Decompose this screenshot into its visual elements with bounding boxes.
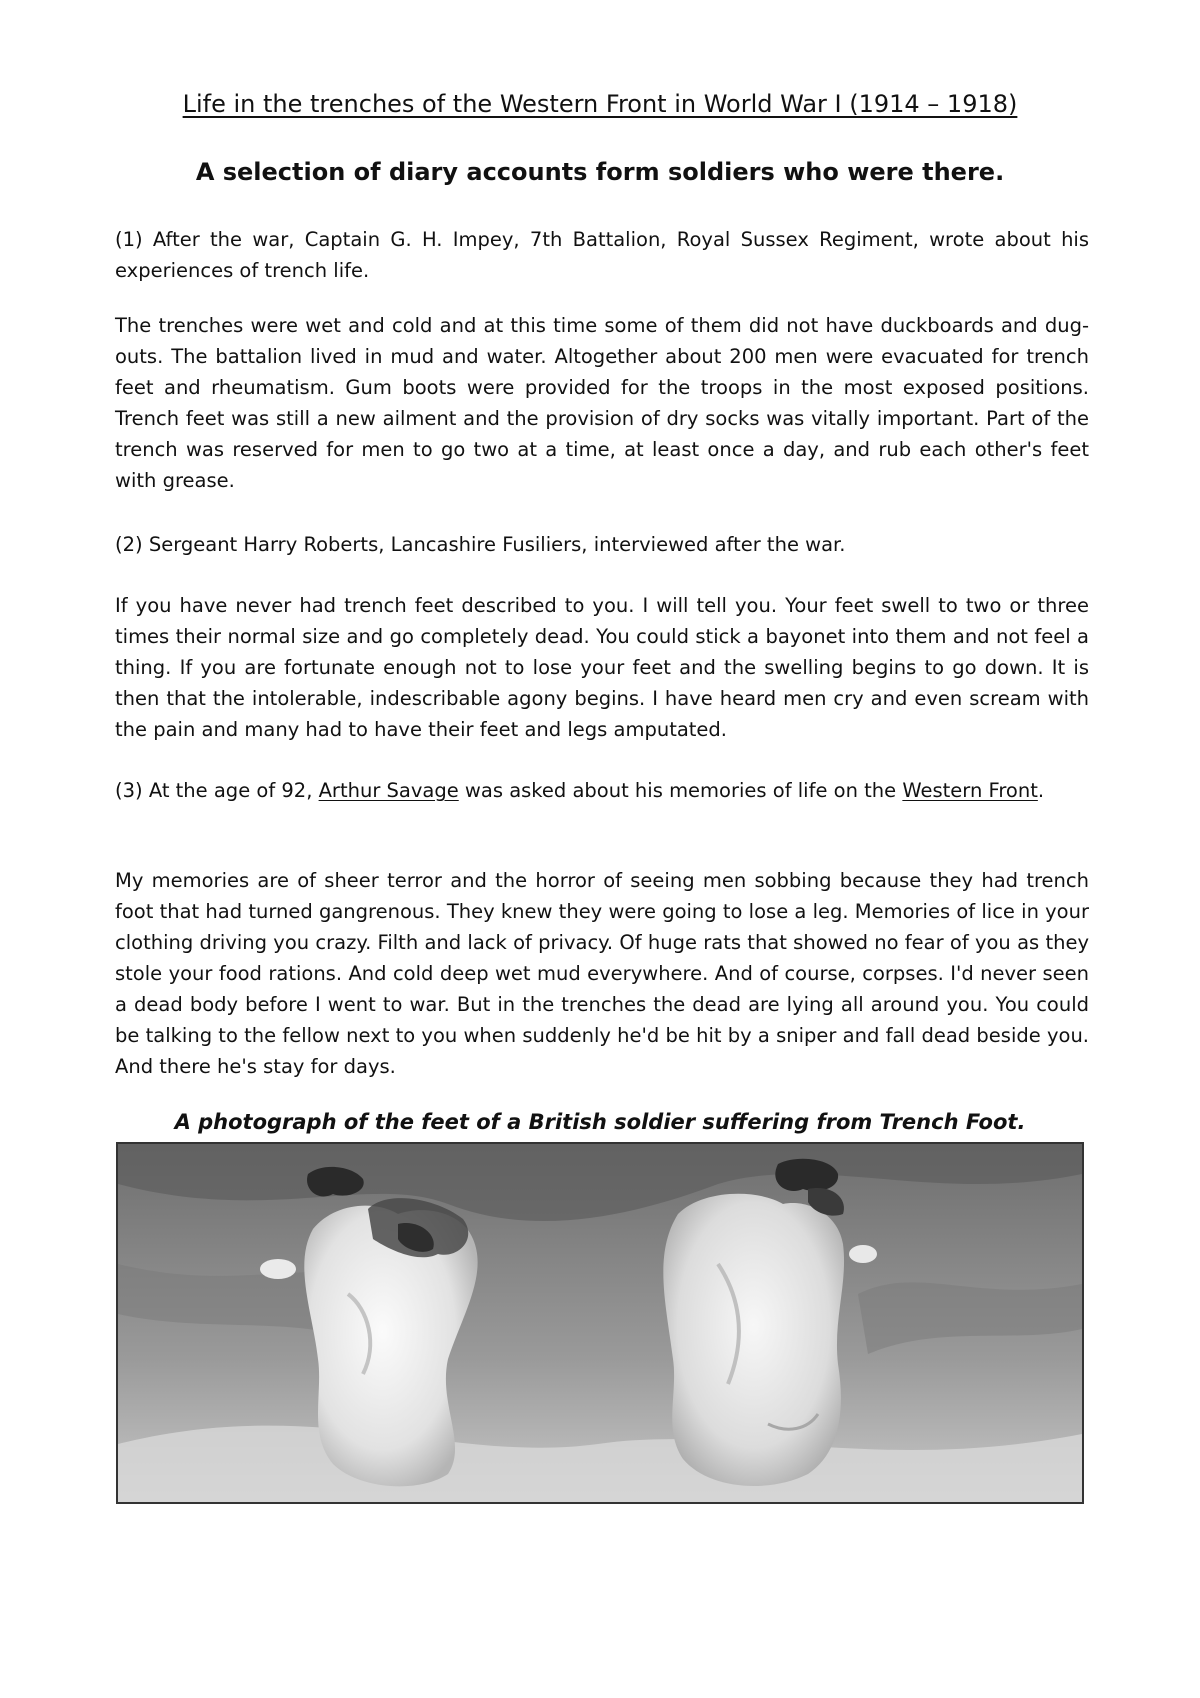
account-2-intro: (2) Sergeant Harry Roberts, Lancashire Fusiliers, interviewed after the war. — [115, 533, 846, 556]
account-1-intro: (1) After the war, Captain G. H. Impey, 7th Battalion, Royal Sussex Regiment, wrote about his experiences of trench life. — [115, 228, 1089, 282]
trench-foot-photo-image — [118, 1144, 1082, 1502]
account-3-intro-middle: was asked about his memories of life on the — [458, 779, 903, 802]
photo-caption: A photograph of the feet of a British soldier suffering from Trench Foot. — [174, 1110, 1026, 1134]
document-title: Life in the trenches of the Western Front in World War I (1914 – 1918) — [182, 90, 1018, 118]
account-1-text: The trenches were wet and cold and at this time some of them did not have duckboards and dug-outs. The battalion lived in mud and water. Altogether about 200 men were evacuated for trench feet and rheumatism. Gum boots were provided for the troops in the most exposed positions. Trench feet was still a new ailment and the provision of dry socks was vitally important. Part of the trench was reserved for men to go two at a time, at least once a day, and rub each other's feet with grease. — [115, 314, 1089, 492]
account-2-text: If you have never had trench feet described to you. I will tell you. Your feet swell to two or three times their normal size and go completely dead. You could stick a bayonet into them and not feel a thing. If you are fortunate enough not to lose your feet and the swelling begins to go down. It is then that the intolerable, indescribable agony begins. I have heard men cry and even scream with the pain and many had to have their feet and legs amputated. — [115, 594, 1089, 741]
trench-foot-photograph — [116, 1142, 1084, 1504]
arthur-savage-link[interactable]: Arthur Savage — [318, 779, 459, 802]
western-front-link[interactable]: Western Front — [902, 779, 1038, 802]
account-3-intro — [115, 775, 1089, 806]
document-subtitle: A selection of diary accounts form soldiers who were there. — [195, 158, 1005, 186]
account-3-text: My memories are of sheer terror and the horror of seeing men sobbing because they had trench foot that had turned gangrenous. They knew they were going to lose a leg. Memories of lice in your clothing driving you crazy. Filth and lack of privacy. Of huge rats that showed no fear of you as they stole your food rations. And cold deep wet mud everywhere. And of course, corpses. I'd never seen a dead body before I went to war. But in the trenches the dead are lying all around you. You could be talking to the fellow next to you when suddenly he'd be hit by a sniper and fall dead beside you. And there he's stay for days. — [115, 869, 1089, 1078]
account-3-intro-after: . — [1037, 779, 1045, 802]
account-3-intro-before: (3) At the age of 92, — [115, 779, 319, 802]
